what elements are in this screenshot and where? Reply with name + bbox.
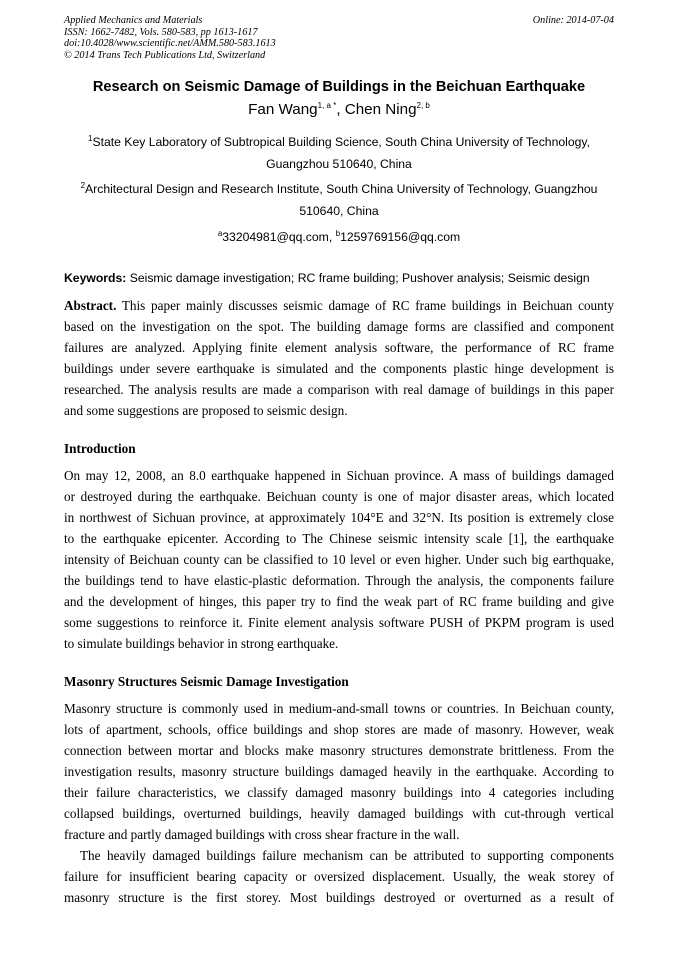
author-line — [0, 101, 678, 118]
text-line: This paper mainly discusses seismic damage of RC frame buildings in Beichuan county — [116, 298, 614, 313]
text-line: On may 12, 2008, an 8.0 earthquake happened in Sichuan province. A mass of buildings damaged — [64, 468, 614, 483]
author-separator: , — [336, 101, 345, 118]
affiliation-superscript: 2 — [80, 180, 86, 190]
abstract — [64, 295, 614, 421]
doi-line: doi:10.4028/www.scientific.net/AMM.580-583.1613 — [64, 38, 276, 50]
text-line: lots of apartment, schools, office buildings and shop stores are made of masonry. However, weak — [64, 722, 614, 737]
masonry-paragraph-1 — [64, 698, 614, 845]
affiliation-text: Architectural Design and Research Institute, South China University of Technology, Guangzhou — [85, 182, 598, 196]
text-line: the buildings tend to have elastic-plastic deformation. Through the analysis, the components failure — [64, 573, 614, 588]
paper-title: Research on Seismic Damage of Buildings in the Beichuan Earthquake — [92, 79, 586, 95]
text-line: and some suggestions are proposed to seismic design. — [64, 403, 348, 418]
text-line: to the earthquake epicenter. According to The Chinese seismic intensity scale [1], the earthquake — [64, 531, 614, 546]
text-line: fracture and partly damaged buildings with cross shear fracture in the wall. — [64, 827, 460, 842]
text-line: Masonry structure is commonly used in medium-and-small towns or countries. In Beichuan county, — [64, 701, 614, 716]
copyright-line: © 2014 Trans Tech Publications Ltd, Switzerland — [64, 49, 266, 61]
affiliation-1 — [64, 131, 614, 175]
affiliation-superscript: 1 — [88, 133, 93, 143]
masonry-paragraph-2 — [64, 845, 614, 908]
issn-line: ISSN: 1662-7482, Vols. 580-583, pp 1613-1617 — [64, 26, 258, 38]
email-superscript: b — [335, 228, 341, 238]
email-superscript: a — [217, 228, 223, 238]
section-heading: Masonry Structures Seismic Damage Investigation — [64, 674, 349, 689]
email-address: 33204981@qq.com, — [222, 230, 336, 244]
keywords — [64, 271, 614, 285]
author-name: Chen Ning — [344, 101, 417, 118]
author-superscript: 1, a * — [317, 100, 337, 110]
text-line: failure for insufficient bearing capacity or oversized displacement. Usually, the weak storey of — [64, 869, 614, 884]
email-line — [0, 230, 678, 244]
text-line: masonry structure is the first storey. Most buildings destroyed or overturned as a result of — [64, 890, 614, 905]
text-line: based on the investigation on the spot. The building damage forms are classified and component — [64, 319, 614, 334]
affiliation-text: Guangzhou 510640, China — [266, 157, 412, 171]
text-line: their failure characteristics, we classify damaged masonry buildings into 4 categories including — [64, 785, 614, 800]
text-line: in northwest of Sichuan province, at approximately 104°E and 32°N. Its position is extremely close — [64, 510, 614, 525]
section-heading: Introduction — [64, 441, 136, 456]
text-line: some suggestions to reinforce it. Finite element analysis software PUSH of PKPM program is used — [64, 615, 614, 630]
journal-name: Applied Mechanics and Materials — [64, 15, 203, 26]
text-line: collapsed buildings, overturned buildings, heavily damaged buildings with cut-through vertical — [64, 806, 614, 821]
keywords-text: Seismic damage investigation; RC frame building; Pushover analysis; Seismic design — [126, 271, 590, 285]
intro-paragraph — [64, 465, 614, 654]
text-line: buildings under severe earthquake is simulated and the components plastic hinge development is — [64, 361, 614, 376]
affiliation-2 — [64, 178, 614, 222]
abstract-label: Abstract. — [64, 298, 117, 313]
email-address: 1259769156@qq.com — [340, 230, 461, 244]
text-line: or destroyed during the earthquake. Beichuan county is one of major disaster areas, which located — [64, 489, 614, 504]
text-line: and the development of hinges, this paper try to find the weak part of RC frame building and give — [64, 594, 614, 609]
text-line: The heavily damaged buildings failure mechanism can be attributed to supporting components — [80, 848, 614, 863]
affiliation-text: State Key Laboratory of Subtropical Building Science, South China University of Technology, — [92, 135, 590, 149]
author-superscript: 2, b — [416, 100, 430, 110]
keywords-label: Keywords: — [64, 271, 127, 285]
affiliation-text: 510640, China — [299, 204, 379, 218]
journal-header — [64, 15, 276, 61]
text-line: connection between mortar and blocks make masonry structures demonstrate brittleness. From the — [64, 743, 614, 758]
online-date: Online: 2014-07-04 — [532, 15, 614, 26]
text-line: to simulate buildings behavior in strong earthquake. — [64, 636, 339, 651]
text-line: investigation results, masonry structure buildings damaged heavily in the earthquake. According to — [64, 764, 614, 779]
author-name: Fan Wang — [248, 101, 318, 118]
text-line: intensity of Beichuan county can be classified to 10 level or even higher. Under such big earthquake, — [64, 552, 614, 567]
text-line: researched. The analysis results are made a comparison with real damage of buildings in this paper — [64, 382, 614, 397]
text-line: failures are analyzed. Applying finite element analysis software, the performance of RC frame — [64, 340, 614, 355]
